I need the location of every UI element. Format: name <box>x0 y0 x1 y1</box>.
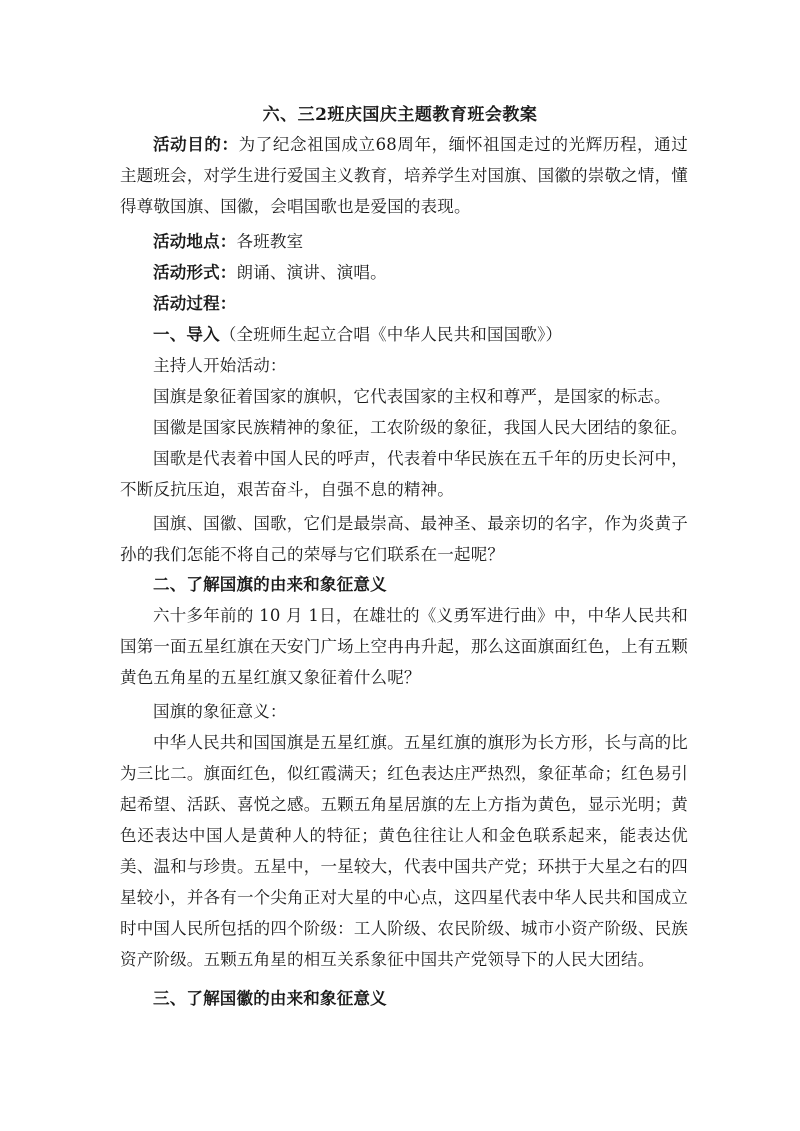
section1-heading: 一、导入 <box>153 325 220 344</box>
section2-heading: 二、了解国旗的由来和象征意义 <box>153 575 387 594</box>
document-title: 六、三2班庆国庆主题教育班会教案 <box>262 105 538 125</box>
section1-heading-line <box>120 319 688 350</box>
purpose-label: 活动目的： <box>153 135 239 154</box>
format-paragraph <box>120 257 688 288</box>
location-paragraph <box>120 226 688 257</box>
section2-paragraph-3: 中华人民共和国国旗是五星红旗。五星红旗的旗形为长方形，长与高的比为三比二。旗面红色，似红霞满天；红色表达庄严热烈，象征革命；红色易引起希望、活跃、喜悦之感。五颗五角星居旗的左上方指为黄色，显示光明；黄色还表达中国人是黄种人的特征；黄色往往让人和金色联系起来，能表达优美、温和与珍贵。五星中，一星较大，代表中国共产党；环拱于大星之右的四星较小，并各有一个尖角正对大星的中心点，这四星代表中华人民共和国成立时中国人民所包括的四个阶级：工人阶级、农民阶级、城市小资产阶级、民族资产阶级。五颗五角星的相互关系象征中国共产党领导下的人民大团结。 <box>120 733 688 969</box>
purpose-paragraph <box>120 129 688 222</box>
purpose-text: 为了纪念祖国成立68周年，缅怀祖国走过的光辉历程，通过主题班会，对学生进行爱国主义教育，培养学生对国旗、国徽的崇敬之情，懂得尊敬国旗、国徽，会唱国歌也是爱国的表现。 <box>120 135 688 216</box>
host-line: 主持人开始活动： <box>153 356 287 375</box>
process-paragraph <box>120 288 688 319</box>
section1-paragraph-4: 国旗、国徽、国歌，它们是最崇高、最神圣、最亲切的名字，作为炎黄子孙的我们怎能不将自己的荣辱与它们联系在一起呢？ <box>120 514 688 564</box>
section1-paragraph-2: 国徽是国家民族精神的象征，工农阶级的象征，我国人民大团结的象征。 <box>153 418 688 437</box>
section1-paragraph-3: 国歌是代表着中国人民的呼声，代表着中华民族在五千年的历史长河中，不断反抗压迫，艰苦奋斗，自强不息的精神。 <box>120 449 688 499</box>
location-text: 各班教室 <box>236 232 304 251</box>
section2-paragraph-1: 六十多年前的 10 月 1日，在雄壮的《义勇军进行曲》中，中华人民共和国第一面五星红旗在天安门广场上空冉冉升起，那么这面旗面红色，上有五颗黄色五角星的五星红旗又象征着什么呢？ <box>120 606 688 687</box>
location-label: 活动地点： <box>153 232 237 251</box>
section3-heading: 三、了解国徽的由来和象征意义 <box>153 989 387 1008</box>
format-text: 朗诵、演讲、演唱。 <box>236 263 387 282</box>
process-label: 活动过程： <box>153 294 237 313</box>
section1-paragraph-1: 国旗是象征着国家的旗帜，它代表国家的主权和尊严，是国家的标志。 <box>153 387 671 406</box>
section2-paragraph-2: 国旗的象征意义： <box>153 702 287 721</box>
section1-note: （全班师生起立合唱《中华人民共和国国歌》） <box>219 325 563 344</box>
format-label: 活动形式： <box>153 263 237 282</box>
